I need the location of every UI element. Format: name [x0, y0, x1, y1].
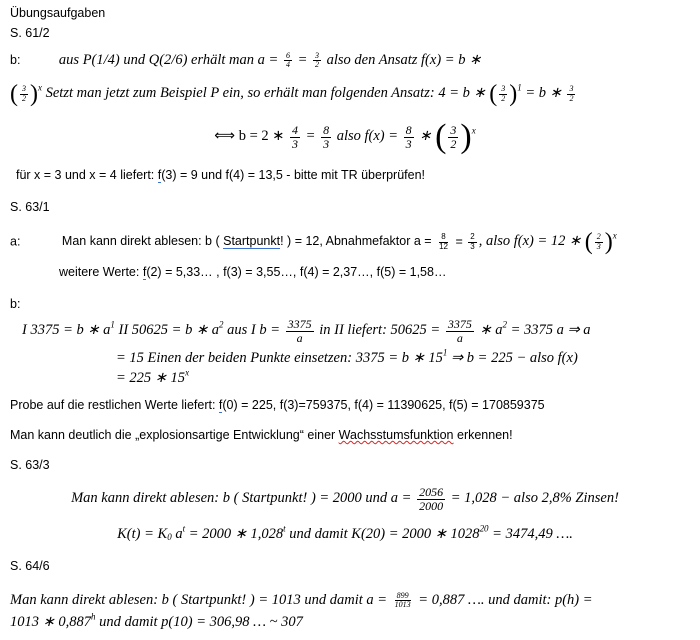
s63-1-b-line3: = 225 ∗ 15$^x$ — [116, 367, 190, 386]
heading-s64-6: S. 64/6 — [10, 559, 50, 573]
s63-3-line2: $K(t) = K_0$ $a^t = 2000$ ∗ 1,028$^t$ und damit K(20) = 2000 ∗ $1028^{20} = 3474,49$ …. — [117, 523, 573, 543]
s61-2-line1: b: aus P(1/4) und Q(2/6) erhält man a = $\frac{6}{4}$ = $\frac{3}{2}$ also den Ansatz f(x) = b ∗ — [10, 51, 482, 70]
heading-s63-3: S. 63/3 — [10, 458, 50, 472]
label-b: b: — [10, 53, 21, 68]
s63-1-b-line2: = 15 Einen der beiden Punkte einsetzen: 3375 = b ∗ $15^1$ ⇒ b = 225 − also f(x) — [116, 347, 578, 366]
s63-1-probe: Probe auf die restlichen Werte liefert: f(0) = 225, f(3)=759375, f(4) = 11390625, f(5) = 170859375 — [10, 398, 545, 412]
heading-s61-2: S. 61/2 — [10, 26, 50, 40]
s63-1-label-b: b: — [10, 297, 21, 311]
s63-3-line1: Man kann direkt ablesen: b ( Startpunkt! ) = 2000 und a = $\frac{2056}{2000}$ = 1,028 − also 2,8% Zinsen! — [71, 485, 619, 513]
s64-6-line2: 1013 ∗ 0,887$^h$ und damit p(10) = 306,98 … ~ 307 — [10, 611, 303, 630]
s64-6-line1: Man kann direkt ablesen: b ( Startpunkt! ) = 1013 und damit a = $\frac{899}{1013}$ = 0,887 …. und damit: p(h) = — [10, 591, 593, 610]
s63-1-line-a: a: Man kann direkt ablesen: b ( Startpunkt! ) = 12, Abnahmefaktor a = $\frac{8}{12}$ = $\frac{2}{3}$ , also f(x) = 12 ∗ ( $\frac{2}{3}$ ) $^x$ — [10, 229, 617, 255]
s61-2-result: für x = 3 und x = 4 liefert: f(3) = 9 und f(4) = 13,5 - bitte mit TR überprüfen! — [16, 168, 426, 182]
s61-2-line2: ( $\frac{3}{2}$ ) $^x$ Setzt man jetzt zum Beispiel P ein, so erhält man folgenden Ansatz: 4 = b ∗ ( $\frac{3}{2}$ ) $^1$ = b ∗ $\frac{3}{2}$ — [10, 81, 574, 107]
s63-1-weitere: weitere Werte: f(2) = 5,33… , f(3) = 3,55…, f(4) = 2,37…, f(5) = 1,58… — [59, 265, 447, 279]
page-title: Übungsaufgaben — [10, 6, 106, 20]
s63-1-explosion: Man kann deutlich die „explosionsartige Entwicklung“ einer Wachsstumsfunktion erkennen! — [10, 428, 513, 442]
s63-1-b-line1: I 3375 = b ∗ $a^1$ II 50625 = b ∗ $a^2$ aus I b = $\frac{3375}{a}$ in II liefert: 50625 = $\frac{3375}{a}$ ∗ $a^2 = 3375$ a ⇒ a — [22, 317, 591, 345]
heading-s63-1: S. 63/1 — [10, 200, 50, 214]
fraction-3-2: $\frac{3}{2}$ — [315, 51, 319, 70]
s61-2-line3: ⟺ b = 2 ∗ $\frac{4}{3}$ = $\frac{8}{3}$ also f(x) = $\frac{8}{3}$ ∗ ( $\frac{3}{2}$ ) $^x$ — [214, 118, 476, 155]
fraction-6-4: $\frac{6}{4}$ — [285, 51, 290, 70]
paren-3-2-power-x: ( $\frac{3}{2}$ ) — [10, 81, 38, 107]
